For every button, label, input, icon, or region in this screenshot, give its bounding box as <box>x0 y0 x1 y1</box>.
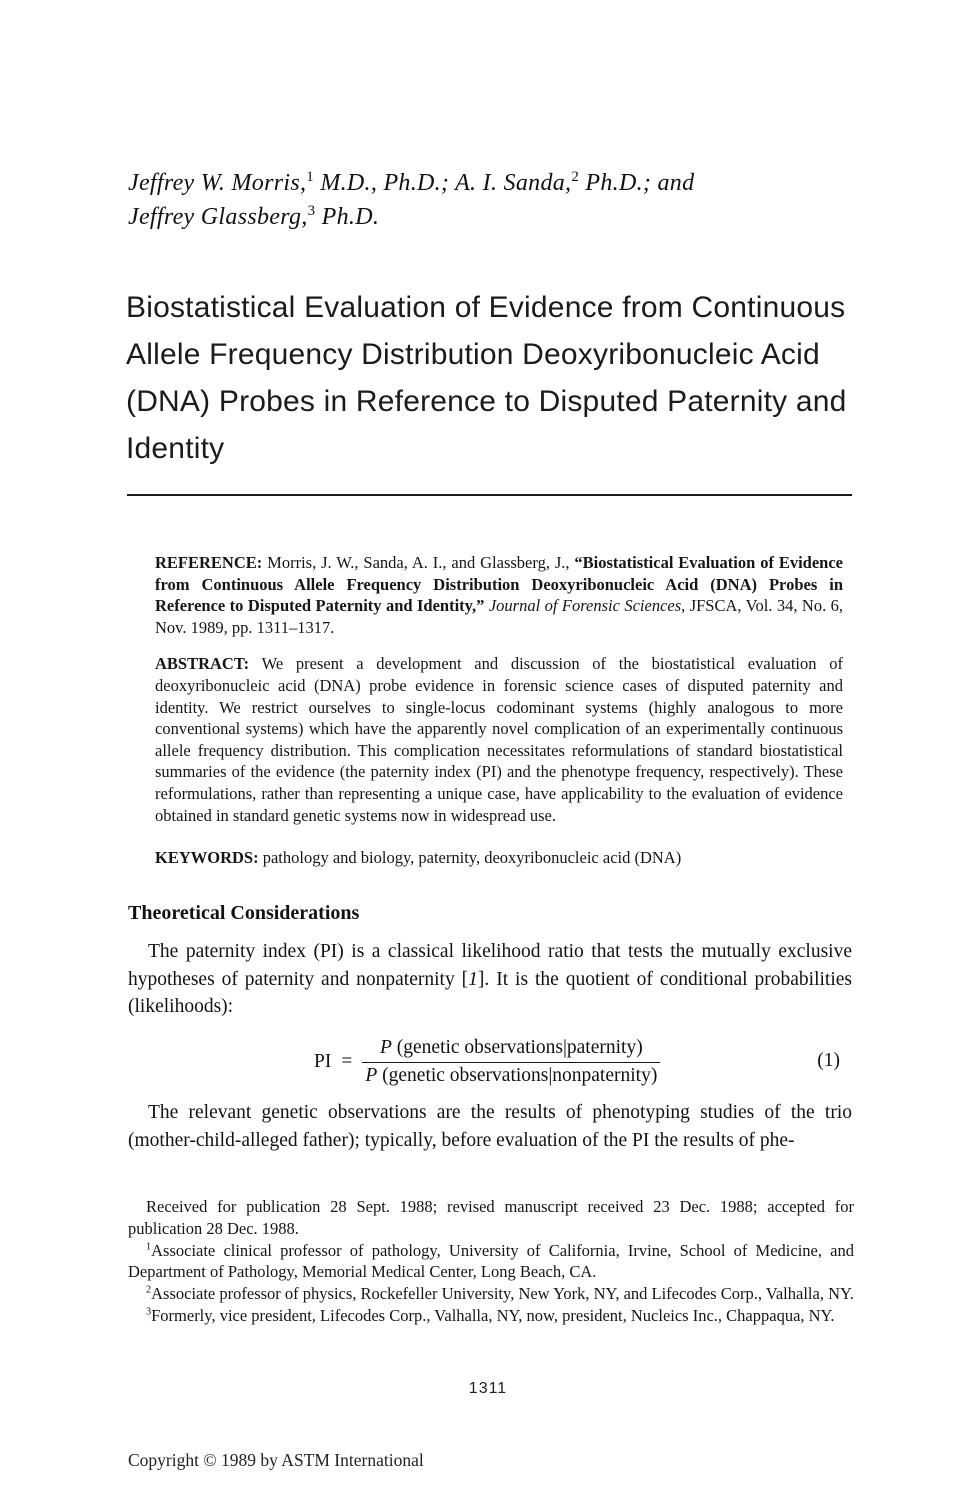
abstract <box>155 653 843 826</box>
front-matter <box>155 552 843 869</box>
author-1-name: Jeffrey W. Morris, <box>128 170 307 196</box>
title-separator-rule <box>127 494 852 496</box>
body-paragraph-1 <box>128 938 852 1021</box>
keywords-label: KEYWORDS: <box>155 848 259 868</box>
footnote-2-marker: 2 <box>146 1284 152 1296</box>
equation-denominator <box>362 1063 660 1087</box>
article-title-line-2: Allele Frequency Distribution Deoxyribonucleic Acid <box>126 338 820 371</box>
abstract-label: ABSTRACT: <box>155 654 250 674</box>
body-paragraph-2: The relevant genetic observations are the results of phenotyping studies of the trio (mother-child-alleged father); typically, before evaluation of the PI the results of phe- <box>128 1102 852 1151</box>
author-3-degrees: Ph.D. <box>315 204 380 230</box>
section-heading-theoretical-considerations: Theoretical Considerations <box>128 902 360 924</box>
author-1-degrees-author-2: M.D., Ph.D.; A. I. Sanda, <box>314 170 572 196</box>
equation-number: (1) <box>817 1050 840 1071</box>
equation-equals-sign: = <box>341 1051 353 1072</box>
author-3-affiliation-sup: 3 <box>307 203 316 219</box>
denominator-probability-symbol: P <box>365 1065 378 1086</box>
abstract-text: We present a development and discussion of the biostatistical evaluation of deoxyribonucleic acid (DNA) probe evidence in forensic science cases of disputed paternity and identity. We restrict ourselves to single-locus codominant systems (highly analogous to more conventional systems) which have the apparently novel complication of an experimentally continuous allele frequency distribution. This complication necessitates reformulations of standard biostatistical summaries of the evidence (the paternity index (PI) and the phenotype frequency, respectively). These reformulations, rather than representing a unique case, have applicability to the evaluation of evidence obtained in standard genetic systems now in widespread use. <box>155 654 843 825</box>
reference-authors: Morris, J. W., Sanda, A. I., and Glassberg, J., <box>262 553 575 572</box>
author-2-affiliation-sup: 2 <box>571 169 580 185</box>
author-byline <box>128 166 848 234</box>
equation-lhs-pi: PI <box>314 1051 332 1072</box>
equation-1-expression <box>314 1030 660 1094</box>
equation-1 <box>128 1030 852 1094</box>
paragraph-1-text-a: The paternity index (PI) is a classical likelihood ratio that tests the mutually exclusive hypotheses of paternity and nonpaternity [ <box>128 941 852 990</box>
citation-1: 1 <box>468 968 478 990</box>
footnote-2 <box>128 1283 854 1305</box>
footnote-received: Received for publication 28 Sept. 1988; revised manuscript received 23 Dec. 1988; accepted for publication 28 Dec. 1988. <box>128 1197 854 1238</box>
equation-numerator <box>362 1037 660 1063</box>
footnote-3-marker: 3 <box>146 1306 152 1318</box>
footnote-1-marker: 1 <box>146 1241 152 1253</box>
article-title <box>126 284 866 472</box>
article-title-line-1: Biostatistical Evaluation of Evidence from Continuous <box>126 291 846 324</box>
article-title-line-3: (DNA) Probes in Reference to Disputed Paternity and <box>126 385 847 418</box>
footnote-3 <box>128 1305 854 1327</box>
keywords-text: pathology and biology, paternity, deoxyribonucleic acid (DNA) <box>258 848 682 868</box>
page-number: 1311 <box>468 1380 508 1397</box>
reference-citation <box>155 552 843 638</box>
footnote-1-text: Associate clinical professor of pathology, University of California, Irvine, School of Medicine, and Department of Pathology, Memorial Medical Center, Long Beach, CA. <box>128 1240 854 1282</box>
paragraph-1-text-b: ]. It is the quotient of conditional probabilities (likelihoods): <box>128 968 852 1017</box>
footnotes-block <box>128 1196 854 1327</box>
byline-line-1 <box>128 166 848 200</box>
keywords <box>155 847 843 869</box>
denominator-text: (genetic observations|nonpaternity) <box>377 1065 658 1086</box>
author-1-affiliation-sup: 1 <box>306 169 315 185</box>
reference-article-title: “Biostatistical Evaluation of Evidence from Continuous Allele Frequency Distribution Deoxyribonucleic Acid (DNA) Probes in Reference to Disputed Paternity and Identity,” <box>155 553 843 616</box>
article-title-line-4: Identity <box>126 432 225 465</box>
copyright-notice: Copyright © 1989 by ASTM International <box>128 1450 424 1470</box>
footnote-2-text: Associate professor of physics, Rockefeller University, New York, NY, and Lifecodes Corp., Valhalla, NY. <box>151 1284 854 1304</box>
reference-label: REFERENCE: <box>155 553 263 572</box>
footnote-1 <box>128 1240 854 1284</box>
byline-line-2 <box>128 200 848 234</box>
author-2-degrees: Ph.D.; and <box>579 170 695 196</box>
footnote-3-text: Formerly, vice president, Lifecodes Corp., Valhalla, NY, now, president, Nucleics Inc., Chappaqua, NY. <box>151 1305 835 1325</box>
numerator-probability-symbol: P <box>379 1037 392 1058</box>
author-3-name: Jeffrey Glassberg, <box>128 204 308 230</box>
equation-fraction <box>362 1037 660 1087</box>
numerator-text: (genetic observations|paternity) <box>391 1037 643 1058</box>
reference-journal-name: Journal of Forensic Sciences <box>488 596 682 616</box>
reference-volume-pages: , JFSCA, Vol. 34, No. 6, Nov. 1989, pp. 1311–1317. <box>155 596 843 637</box>
